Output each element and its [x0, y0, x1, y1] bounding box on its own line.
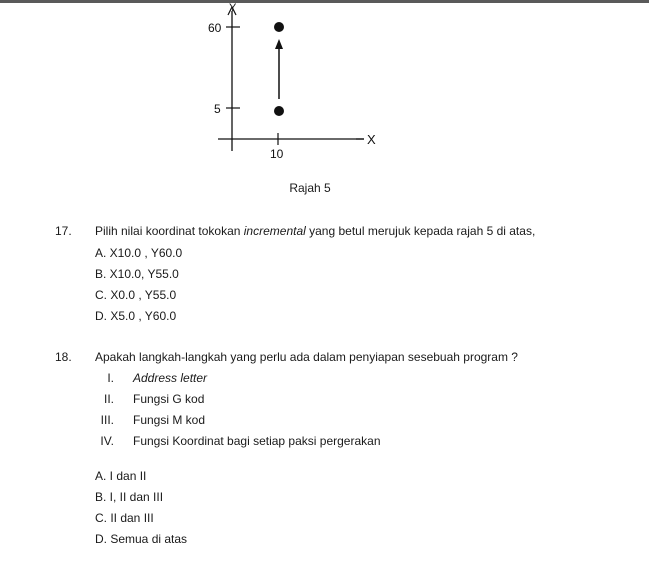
- q18-item-text: Fungsi Koordinat bagi setiap paksi pergerakan: [133, 434, 381, 448]
- y-axis-label: Y: [229, 3, 237, 14]
- q17-option-c[interactable]: C. X0.0 , Y55.0: [95, 288, 177, 302]
- q17-option-a[interactable]: A. X10.0 , Y60.0: [95, 246, 183, 260]
- coordinate-diagram: [196, 3, 416, 173]
- q18-item-roman: I.: [107, 371, 114, 385]
- q17-option-b[interactable]: B. X10.0, Y55.0: [95, 267, 179, 281]
- question-18-text: Apakah langkah-langkah yang perlu ada dalam penyiapan sesebuah program ?: [95, 350, 518, 364]
- y-tick-label-60: 60: [208, 21, 222, 35]
- question-17-text-end: yang betul merujuk kepada rajah 5 di atas,: [305, 224, 536, 238]
- question-number: 17.: [55, 224, 72, 238]
- question-number: 18.: [55, 350, 72, 364]
- question-17-text-italic: incremental: [243, 224, 306, 238]
- q18-option-d[interactable]: D. Semua di atas: [95, 532, 188, 546]
- q18-item-text: Fungsi M kod: [133, 413, 206, 427]
- question-17-text: [95, 224, 535, 238]
- q18-item-roman: II.: [103, 392, 114, 406]
- point-end: [274, 22, 284, 32]
- y-tick-label-5: 5: [214, 102, 221, 116]
- x-tick-label-10: 10: [270, 147, 284, 161]
- question-17-text-start: Pilih nilai koordinat tokokan: [95, 224, 244, 238]
- movement-arrowhead: [275, 39, 283, 49]
- coordinate-figure: [196, 3, 416, 173]
- figure-caption: Rajah 5: [289, 181, 331, 195]
- q18-item-1-text: Address letter: [133, 371, 208, 385]
- q18-option-c[interactable]: C. II dan III: [95, 511, 154, 525]
- point-start: [274, 106, 284, 116]
- q18-option-a[interactable]: A. I dan II: [95, 469, 147, 483]
- q18-item-text: [133, 371, 207, 385]
- q17-option-d[interactable]: D. X5.0 , Y60.0: [95, 309, 177, 323]
- x-axis-label: X: [367, 132, 376, 147]
- q18-item-text: Fungsi G kod: [133, 392, 205, 406]
- q18-option-b[interactable]: B. I, II dan III: [95, 490, 164, 504]
- q18-item-roman: IV.: [100, 434, 114, 448]
- q18-item-roman: III.: [100, 413, 114, 427]
